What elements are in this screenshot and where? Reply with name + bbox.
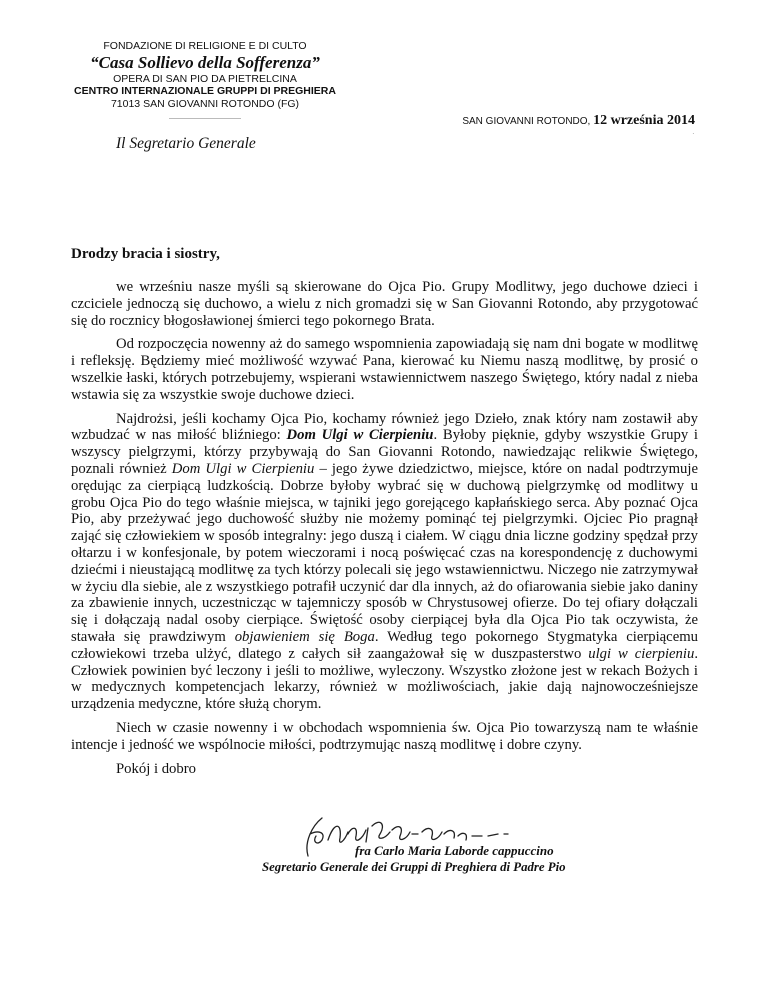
paragraph-4: Niech w czasie nowenny i w obchodach wspomnienia św. Ojca Pio towarzyszą nam te właśnie intencje i jedność we wspólnocie miłości, podtrzymując naszą modlitwę i dobre czyny.	[71, 719, 698, 753]
dateline-date: 12 września 2014	[593, 113, 695, 128]
letterhead-opera: OPERA DI SAN PIO DA PIETRELCINA	[113, 72, 297, 85]
letterhead-divider	[169, 118, 241, 119]
paragraph-1: we wrześniu nasze myśli są skierowane do Ojca Pio. Grupy Modlitwy, jego duchowe dzieci i czciciele jednoczą się duchowo, a wielu z nich gromadzi się w San Giovanni Rotondo, aby przygotować się do rocznicy błogosławionej śmierci tego pokornego Brata.	[71, 279, 698, 329]
paragraph-3-text-c: – jego żywe dziedzictwo, miejsce, które on nadal podtrzymuje orędując za cierpiącą ludzkością. Dobrze byłoby wybrać się w duchową pielgrzymkę od modlitwy u grobu Ojca Pio do tego właśnie miejsca, w tajniki jego gorejącego kapłańskiego serca. Aby poznać Ojca Pio, aby przeżywać jego duchowość służby nie możemy pominąć tej pielgrzymki. Ojciec Pio pragnął zająć się człowiekiem w sposób integralny: jego duszą i ciałem. W ciągu dnia liczne godziny spędzał przy ołtarzu i w konfesjonale, by potem wieczorami i nocą poświęcać czas na korespondencję z duchowymi dziećmi i nieustającą modlitwę za tych którzy polecali się jego wstawiennictwu. Niczego nie zatrzymywał w życiu dla siebie, ale z wszystkiego potrafił uczynić dar dla innych, aż do ofiarowania siebie jako daniny za zbawienie innych, uczestnicząc w tajemniczy sposób w Chrystusowej ofierze. Do tej ofiary dołączali się i dołączają nadal osoby cierpiące. Świętość osoby cierpiącej była dla Ojca Pio tak oczywista, że stawała się prawdziwym	[71, 460, 698, 645]
letterhead-centre: CENTRO INTERNAZIONALE GRUPPI DI PREGHIERA	[74, 85, 336, 97]
emphasis-dom-ulgi: Dom Ulgi w Cierpieniu	[286, 427, 434, 444]
paragraph-3-text-b: . Byłoby pięknie, gdyby wszystkie Grupy i wszyscy pielgrzymi, którzy przybywają do San Giovanni Rotondo, nawiedzając relikwie Świętego, poznali również	[71, 427, 698, 477]
letterhead-foundation: FONDAZIONE DI RELIGIONE E DI CULTO	[103, 40, 307, 52]
greeting: Drodzy bracia i siostry,	[71, 246, 220, 262]
sender-role-title: Il Segretario Generale	[116, 135, 256, 152]
signatory-role: Segretario Generale dei Gruppi di Preghiera di Padre Pio	[262, 860, 566, 874]
dateline-mark: .	[692, 130, 694, 136]
emphasis-ulgi: ulgi w cierpieniu	[588, 645, 695, 662]
emphasis-dom-ulgi-2: Dom Ulgi w Cierpieniu	[171, 460, 315, 477]
letterhead-institution-name: “Casa Sollievo della Sofferenza”	[90, 52, 320, 72]
emphasis-objawienie: objawieniem się Boga	[234, 628, 375, 645]
paragraph-2: Od rozpoczęcia nowenny aż do samego wspomnienia zapowiadają się nam dni bogate w modlitwę i refleksję. Będziemy mieć możliwość wzywać Pana, kierować ku Niemu naszą modlitwę, by prosić o wszelkie łaski, których potrzebujemy, wspierani wstawiennictwem naszego Świętego, który nadal z nieba wstawia się za wszystkie swoje duchowe dzieci.	[71, 336, 698, 403]
paragraph-3-text-a: Najdrożsi, jeśli kochamy Ojca Pio, kochamy również jego Dzieło, znak który nam zostawił aby wzbudzać w nas miłość bliźniego:	[71, 410, 698, 444]
dateline	[462, 113, 695, 129]
letterhead-address: 71013 SAN GIOVANNI ROTONDO (FG)	[110, 97, 300, 110]
letterhead	[70, 40, 340, 119]
dateline-place: SAN GIOVANNI ROTONDO,	[462, 116, 591, 127]
letter-body	[71, 279, 698, 784]
signatory-name: fra Carlo Maria Laborde cappuccino	[355, 843, 554, 858]
paragraph-3	[71, 411, 698, 713]
closing-salutation: Pokój i dobro	[116, 760, 196, 777]
paragraph-3-text-e: . Człowiek powinien być leczony i jeśli to możliwe, wyleczony. Wszystko złożone jest w rekach Bożych i w medycznych kompetencjach lekarzy, również w możliwościach, jakie dają najnowocześniejsze urządzenia medyczne, które służą chorym.	[71, 645, 698, 713]
paragraph-3-text-d: . Według tego pokornego Stygmatyka cierpiącemu człowiekowi trzeba ulżyć, dlatego z całych sił zaangażował się w duszpasterstwo	[71, 628, 698, 662]
